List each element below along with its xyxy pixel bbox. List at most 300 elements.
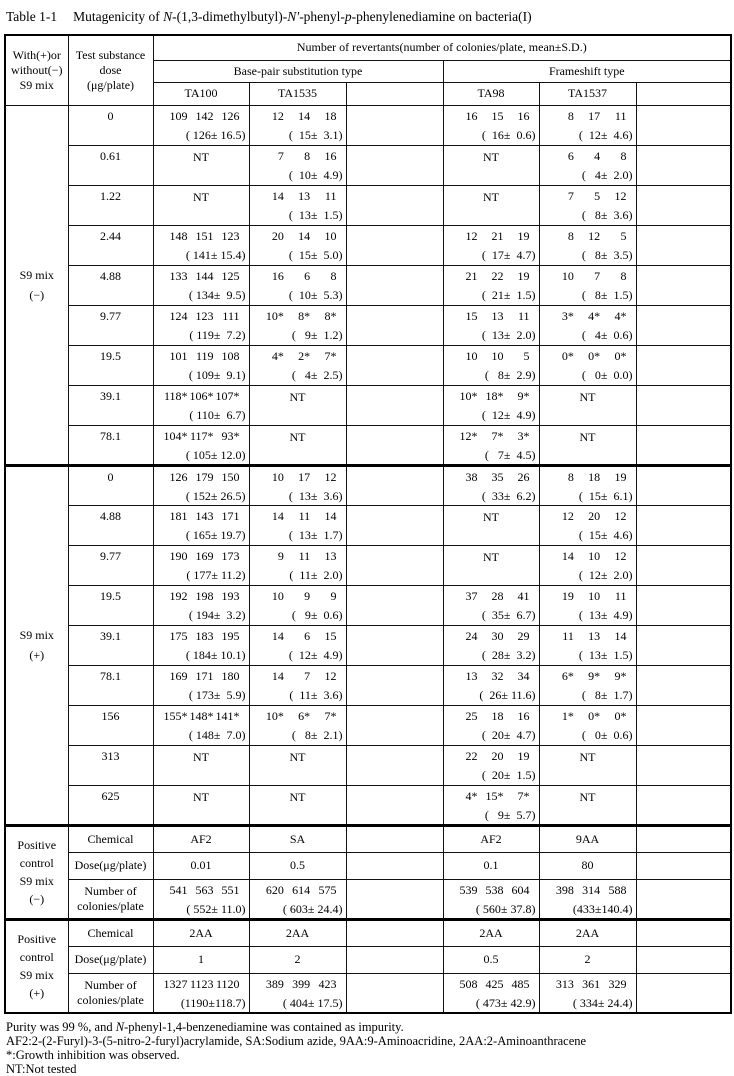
plate-count: 41 xyxy=(517,588,530,603)
mean-sd: ( 13± 1.5) xyxy=(578,647,633,662)
empty-cell xyxy=(636,973,731,1013)
dose-row-label: Dose(μg/plate) xyxy=(68,852,153,879)
plate-count: 6 xyxy=(304,628,311,643)
result-cell-ta100 xyxy=(153,305,249,345)
mean-sd: ( 8± 2.9) xyxy=(484,367,536,382)
plate-counts xyxy=(540,266,636,286)
text: *:Growth inhibition was observed. xyxy=(6,1047,180,1062)
plate-counts xyxy=(250,186,346,206)
plate-count: 398 xyxy=(555,882,574,897)
plate-count: 15* xyxy=(485,788,504,803)
italic-text: p xyxy=(344,9,352,24)
result-cell-ta98 xyxy=(443,745,539,785)
plate-count: 124 xyxy=(169,308,188,323)
dose-value-ta1535: 0.5 xyxy=(249,852,346,879)
result-cell-ta1537 xyxy=(539,145,636,185)
empty-cell xyxy=(636,879,731,919)
plate-count: 604 xyxy=(511,882,530,897)
control-label-line: Positive xyxy=(17,932,57,946)
dose-value: 9.77 xyxy=(68,305,153,345)
colonies-row-label xyxy=(68,973,153,1013)
plate-count: 169 xyxy=(195,548,214,563)
plate-count: 1327 xyxy=(163,976,188,991)
text: -(1,3-dimethylbutyl)- xyxy=(172,9,288,24)
plate-count: 133 xyxy=(169,268,188,283)
control-label-line: S9 mix xyxy=(19,874,54,888)
header-dose-line: dose xyxy=(99,62,122,77)
empty-cell xyxy=(636,785,731,825)
plate-count: 20 xyxy=(491,748,504,763)
plate-count: 10 xyxy=(465,348,478,363)
plate-counts xyxy=(154,974,249,994)
plate-counts xyxy=(250,226,346,246)
plate-count: 118* xyxy=(163,388,188,403)
plate-count: 198 xyxy=(195,588,214,603)
plate-count: 9 xyxy=(330,588,337,603)
plate-counts xyxy=(250,974,346,994)
nt-value: NT xyxy=(483,149,499,164)
empty-cell xyxy=(636,425,731,465)
plate-count: 38 xyxy=(465,469,478,484)
plate-count: 107* xyxy=(215,388,240,403)
plate-counts xyxy=(444,106,539,126)
section-label-line: S9 mix xyxy=(19,628,54,642)
result-cell-ta1537 xyxy=(539,705,636,745)
plate-count: 10 xyxy=(271,469,284,484)
plate-counts xyxy=(154,106,249,126)
plate-count: 20 xyxy=(271,228,284,243)
mean-sd: ( 4± 0.6) xyxy=(581,327,633,342)
mean-sd: ( 12± 4.9) xyxy=(288,647,343,662)
result-cell-ta98 xyxy=(443,705,539,745)
plate-count: 12 xyxy=(465,228,478,243)
result-cell-ta1535 xyxy=(249,505,346,545)
mean-sd: ( 177± 11.2) xyxy=(186,567,246,582)
mean-sd: ( 12± 2.0) xyxy=(578,567,633,582)
plate-count: 0* xyxy=(588,708,601,723)
plate-count: 126 xyxy=(169,469,188,484)
mean-sd: ( 21± 1.5) xyxy=(481,287,536,302)
plate-count: 6 xyxy=(567,148,574,163)
result-cell-ta1537 xyxy=(539,265,636,305)
dose-value: 19.5 xyxy=(68,345,153,385)
nt-value: NT xyxy=(193,189,209,204)
plate-count: 11 xyxy=(298,548,311,563)
empty-cell xyxy=(636,625,731,665)
result-cell-ta98 xyxy=(443,785,539,825)
plate-count: 15 xyxy=(465,308,478,323)
plate-count: 193 xyxy=(221,588,240,603)
italic-text: N xyxy=(115,1019,125,1034)
plate-count: 7* xyxy=(491,428,504,443)
control-label-line: S9 mix xyxy=(19,968,54,982)
mean-sd: ( 20± 4.7) xyxy=(481,727,536,742)
mean-sd: ( 0± 0.0) xyxy=(581,367,633,382)
dose-value: 4.88 xyxy=(68,265,153,305)
plate-count: 8* xyxy=(324,308,337,323)
plate-counts xyxy=(540,706,636,726)
plate-count: 12 xyxy=(271,108,284,123)
plate-count: 101 xyxy=(169,348,188,363)
plate-counts xyxy=(154,346,249,366)
dose-value-ta98: 0.1 xyxy=(443,852,539,879)
control-label-line: (+) xyxy=(29,986,45,1000)
section-label xyxy=(5,465,68,825)
mean-sd: ( 15± 3.1) xyxy=(288,127,343,142)
nt-value: NT xyxy=(289,789,306,804)
plate-count: 18 xyxy=(324,108,337,123)
mean-sd: ( 15± 6.1) xyxy=(578,488,633,503)
nt-value: NT xyxy=(483,549,499,564)
mean-sd: ( 0± 0.6) xyxy=(581,727,633,742)
plate-count: 24 xyxy=(465,628,478,643)
nt-value: NT xyxy=(483,189,499,204)
nt-value: NT xyxy=(193,789,209,804)
mean-sd: ( 334± 24.4) xyxy=(572,995,633,1010)
plate-count: 588 xyxy=(608,882,627,897)
mean-sd: ( 8± 1.7) xyxy=(581,687,633,702)
control-dose-row xyxy=(5,946,731,973)
empty-cell xyxy=(636,665,731,705)
plate-counts xyxy=(154,626,249,646)
plate-counts xyxy=(250,706,346,726)
plate-count: 37 xyxy=(465,588,478,603)
plate-count: 32 xyxy=(491,668,504,683)
result-cell-ta1537 xyxy=(539,745,636,785)
result-cell-ta1537 xyxy=(539,465,636,505)
plate-count: 155* xyxy=(163,708,188,723)
header-row-1 xyxy=(5,35,731,60)
header-base-pair-type: Base-pair substitution type xyxy=(153,60,443,82)
empty-cell xyxy=(346,705,443,745)
plate-count: 9* xyxy=(588,668,601,683)
plate-count: 12 xyxy=(561,508,574,523)
plate-counts xyxy=(250,626,346,646)
header-strain-empty-2 xyxy=(636,82,731,105)
mean-sd: ( 11± 2.0) xyxy=(289,567,343,582)
mean-sd: ( 15± 4.6) xyxy=(578,527,633,542)
plate-count: 11 xyxy=(562,628,574,643)
header-strain-ta1535: TA1535 xyxy=(249,82,346,105)
empty-cell xyxy=(346,425,443,465)
plate-counts xyxy=(444,666,539,686)
plate-count: 13 xyxy=(465,668,478,683)
plate-count: 26 xyxy=(517,469,530,484)
plate-count: 563 xyxy=(195,882,214,897)
result-cell-ta98 xyxy=(443,625,539,665)
dose-value: 313 xyxy=(68,745,153,785)
data-row xyxy=(5,585,731,625)
plate-count: 2* xyxy=(298,348,311,363)
result-cell-ta98 xyxy=(443,105,539,145)
control-dose-row xyxy=(5,852,731,879)
result-cell-ta1537 xyxy=(539,185,636,225)
plate-count: 14 xyxy=(298,228,311,243)
empty-cell xyxy=(346,385,443,425)
control-colonies-row xyxy=(5,879,731,919)
plate-count: 0* xyxy=(588,348,601,363)
result-cell-ta98 xyxy=(443,185,539,225)
plate-count: 5 xyxy=(620,228,627,243)
plate-count: 1123 xyxy=(189,976,214,991)
result-cell-ta98 xyxy=(443,225,539,265)
plate-count: 8 xyxy=(567,228,574,243)
plate-count: 7* xyxy=(324,348,337,363)
plate-counts xyxy=(250,467,346,487)
plate-count: 126 xyxy=(221,108,240,123)
plate-count: 539 xyxy=(459,882,478,897)
plate-counts xyxy=(540,346,636,366)
colonies-label-line: Number of xyxy=(84,883,137,898)
plate-counts xyxy=(444,746,539,766)
dose-value: 0 xyxy=(68,465,153,505)
result-cell-ta98 xyxy=(443,385,539,425)
header-dose-line: (μg/plate) xyxy=(86,77,135,92)
mean-sd: ( 134± 9.5) xyxy=(188,287,246,302)
plate-count: 181 xyxy=(169,508,188,523)
mean-sd: ( 33± 6.2) xyxy=(481,488,536,503)
plate-count: 35 xyxy=(491,469,504,484)
dose-value-ta98: 0.5 xyxy=(443,946,539,973)
result-cell-ta100 xyxy=(153,385,249,425)
plate-counts xyxy=(154,226,249,246)
plate-count: 7 xyxy=(304,668,311,683)
plate-counts xyxy=(250,146,346,166)
dose-value: 0 xyxy=(68,105,153,145)
plate-counts xyxy=(540,467,636,487)
nt-value: NT xyxy=(289,389,306,404)
result-cell-ta1535 xyxy=(249,385,346,425)
italic-text: N' xyxy=(287,9,300,24)
colonies-label-line: colonies/plate xyxy=(77,898,144,913)
plate-count: 1120 xyxy=(215,976,240,991)
mean-sd: ( 119± 7.2) xyxy=(189,327,246,342)
plate-count: 171 xyxy=(221,508,240,523)
plate-count: 10 xyxy=(271,588,284,603)
plate-count: 7* xyxy=(517,788,530,803)
data-row xyxy=(5,265,731,305)
plate-count: 12 xyxy=(614,188,627,203)
header-s9-line: without(−) xyxy=(11,62,63,77)
plate-count: 17 xyxy=(588,108,601,123)
section-label-line: (−) xyxy=(29,287,45,302)
dose-value: 2.44 xyxy=(68,225,153,265)
result-cell-ta100 xyxy=(153,545,249,585)
result-cell-ta1535 xyxy=(249,665,346,705)
plate-counts xyxy=(250,506,346,526)
empty-cell xyxy=(346,665,443,705)
plate-count: 175 xyxy=(169,628,188,643)
text: Mutagenicity of xyxy=(73,9,164,24)
chemical-value-ta100: 2AA xyxy=(153,919,249,946)
dose-value: 1.22 xyxy=(68,185,153,225)
text: NT:Not tested xyxy=(6,1061,77,1076)
plate-count: 192 xyxy=(169,588,188,603)
plate-count: 7 xyxy=(567,188,574,203)
plate-counts xyxy=(540,666,636,686)
plate-count: 14 xyxy=(561,548,574,563)
plate-count: 16 xyxy=(465,108,478,123)
plate-counts xyxy=(444,786,539,806)
plate-count: 485 xyxy=(511,976,530,991)
plate-count: 10 xyxy=(561,268,574,283)
plate-count: 13 xyxy=(491,308,504,323)
plate-counts xyxy=(444,467,539,487)
table-title xyxy=(6,8,730,25)
mean-sd: ( 13± 2.0) xyxy=(481,327,536,342)
plate-count: 11 xyxy=(324,188,337,203)
plate-counts xyxy=(444,266,539,286)
nt-value: NT xyxy=(483,509,499,524)
dose-value: 19.5 xyxy=(68,585,153,625)
plate-count: 125 xyxy=(221,268,240,283)
plate-count: 17 xyxy=(298,469,311,484)
chemical-value-ta100: AF2 xyxy=(153,825,249,852)
plate-count: 620 xyxy=(265,882,284,897)
plate-counts xyxy=(250,586,346,606)
result-cell-ta1535 xyxy=(249,265,346,305)
plate-count: 8 xyxy=(304,148,311,163)
result-cell-ta100 xyxy=(153,879,249,919)
control-colonies-row xyxy=(5,973,731,1013)
mean-sd: ( 473± 42.9) xyxy=(475,995,536,1010)
data-row xyxy=(5,705,731,745)
plate-count: 106* xyxy=(189,388,214,403)
plate-count: 18 xyxy=(491,708,504,723)
plate-counts xyxy=(250,266,346,286)
empty-cell xyxy=(636,105,731,145)
plate-count: 22 xyxy=(465,748,478,763)
colonies-label-line: Number of xyxy=(84,977,137,992)
result-cell-ta100 xyxy=(153,225,249,265)
plate-counts xyxy=(154,266,249,286)
dose-row-label: Dose(μg/plate) xyxy=(68,946,153,973)
plate-count: 425 xyxy=(485,976,504,991)
plate-count: 329 xyxy=(608,976,627,991)
header-frameshift-type: Frameshift type xyxy=(443,60,731,82)
plate-counts xyxy=(540,880,636,900)
plate-count: 21 xyxy=(465,268,478,283)
plate-count: 8 xyxy=(620,268,627,283)
result-cell-ta1537 xyxy=(539,879,636,919)
header-s9-line: With(+)or xyxy=(12,47,61,62)
plate-count: 34 xyxy=(517,668,530,683)
plate-count: 399 xyxy=(292,976,311,991)
data-row xyxy=(5,745,731,785)
result-cell-ta1537 xyxy=(539,425,636,465)
chemical-row-label: Chemical xyxy=(68,919,153,946)
result-cell-ta1535 xyxy=(249,425,346,465)
empty-cell xyxy=(346,946,443,973)
result-cell-ta100 xyxy=(153,785,249,825)
plate-counts xyxy=(444,426,539,446)
plate-count: 538 xyxy=(485,882,504,897)
plate-count: 14 xyxy=(271,508,284,523)
plate-counts xyxy=(250,106,346,126)
dose-value-ta100: 0.01 xyxy=(153,852,249,879)
plate-count: 541 xyxy=(169,882,188,897)
control-label xyxy=(5,919,68,1013)
plate-count: 6* xyxy=(561,668,574,683)
mean-sd: ( 10± 4.9) xyxy=(288,167,343,182)
result-cell-ta98 xyxy=(443,145,539,185)
header-strain-ta100: TA100 xyxy=(153,82,249,105)
result-cell-ta100 xyxy=(153,585,249,625)
plate-count: 5 xyxy=(594,188,601,203)
result-cell-ta100 xyxy=(153,105,249,145)
empty-cell xyxy=(346,879,443,919)
mean-sd: ( 15± 5.0) xyxy=(288,247,343,262)
empty-cell xyxy=(346,625,443,665)
plate-counts xyxy=(444,974,539,994)
plate-count: 0* xyxy=(561,348,574,363)
plate-count: 173 xyxy=(221,548,240,563)
mean-sd: ( 552± 11.0) xyxy=(186,901,246,916)
plate-count: 8 xyxy=(620,148,627,163)
plate-count: 13 xyxy=(588,628,601,643)
result-cell-ta1535 xyxy=(249,625,346,665)
plate-count: 551 xyxy=(221,882,240,897)
plate-count: 9 xyxy=(277,548,284,563)
plate-count: 21 xyxy=(491,228,504,243)
mean-sd: ( 105± 12.0) xyxy=(185,447,246,462)
result-cell-ta98 xyxy=(443,305,539,345)
plate-count: 18 xyxy=(588,469,601,484)
data-row xyxy=(5,785,731,825)
table-title-text xyxy=(73,9,531,24)
result-cell-ta1537 xyxy=(539,385,636,425)
result-cell-ta98 xyxy=(443,425,539,465)
mean-sd: ( 12± 4.9) xyxy=(481,407,536,422)
plate-count: 119 xyxy=(195,348,214,363)
plate-count: 16 xyxy=(324,148,337,163)
mean-sd: ( 10± 5.3) xyxy=(288,287,343,302)
mean-sd: ( 11± 3.6) xyxy=(289,687,343,702)
plate-count: 7 xyxy=(594,268,601,283)
result-cell-ta98 xyxy=(443,545,539,585)
mean-sd: (433±140.4) xyxy=(572,901,633,916)
plate-counts xyxy=(540,974,636,994)
result-cell-ta98 xyxy=(443,973,539,1013)
plate-counts xyxy=(250,880,346,900)
plate-count: 389 xyxy=(265,976,284,991)
footnote-line xyxy=(6,1020,730,1034)
empty-cell xyxy=(346,852,443,879)
plate-count: 4 xyxy=(594,148,601,163)
result-cell-ta1535 xyxy=(249,785,346,825)
empty-cell xyxy=(636,385,731,425)
mean-sd: ( 8± 1.5) xyxy=(581,287,633,302)
result-cell-ta1537 xyxy=(539,973,636,1013)
mean-sd: ( 26± 11.6) xyxy=(479,687,536,702)
result-cell-ta1537 xyxy=(539,305,636,345)
plate-counts xyxy=(444,586,539,606)
empty-cell xyxy=(636,745,731,785)
plate-count: 9* xyxy=(517,388,530,403)
result-cell-ta1537 xyxy=(539,225,636,265)
plate-count: 143 xyxy=(195,508,214,523)
plate-count: 183 xyxy=(195,628,214,643)
plate-count: 8 xyxy=(567,108,574,123)
plate-count: 313 xyxy=(555,976,574,991)
data-row xyxy=(5,505,731,545)
plate-count: 15 xyxy=(324,628,337,643)
footnote-line xyxy=(6,1048,730,1062)
plate-count: 14 xyxy=(324,508,337,523)
plate-count: 8 xyxy=(567,469,574,484)
plate-count: 22 xyxy=(491,268,504,283)
chemical-value-ta1537: 2AA xyxy=(539,919,636,946)
